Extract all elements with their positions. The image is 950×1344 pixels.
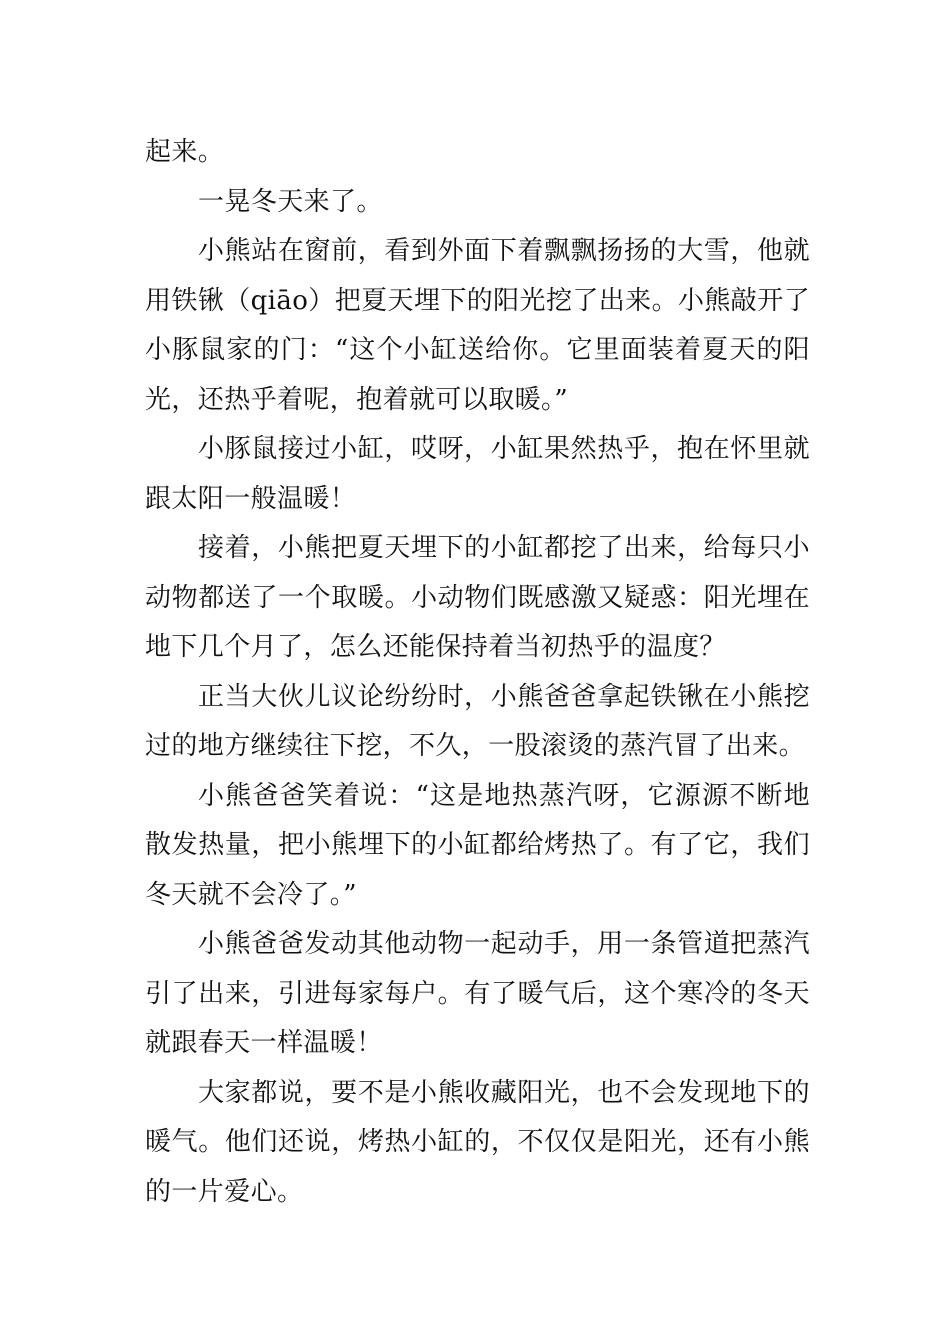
paragraph: 大家都说，要不是小熊收藏阳光，也不会发现地下的暖气。他们还说，烤热小缸的，不仅仅是阳光，还有小熊的一片爱心。 xyxy=(145,1077,810,1207)
paragraph: 接着，小熊把夏天埋下的小缸都挖了出来，给每只小动物都送了一个取暖。小动物们既感激又疑惑：阳光埋在地下几个月了，怎么还能保持着当初热乎的温度？ xyxy=(145,533,810,662)
paragraph: 小熊站在窗前，看到外面下着飘飘扬扬的大雪，他就用铁锹（qiāo）把夏天埋下的阳光挖了出来。小熊敲开了小豚鼠家的门：“这个小缸送给你。它里面装着夏天的阳光，还热乎着呢，抱着就可以取暖。” xyxy=(145,236,810,415)
document-body xyxy=(145,128,810,1217)
paragraph: 小熊爸爸发动其他动物一起动手，用一条管道把蒸汽引了出来，引进每家每户。有了暖气后，这个寒冷的冬天就跟春天一样温暖！ xyxy=(145,929,810,1058)
paragraph-continuation: 起来。 xyxy=(145,137,225,167)
paragraph: 正当大伙儿议论纷纷时，小熊爸爸拿起铁锹在小熊挖过的地方继续往下挖，不久，一股滚烫的蒸汽冒了出来。 xyxy=(145,681,810,761)
paragraph: 一晃冬天来了。 xyxy=(198,186,383,217)
paragraph: 小豚鼠接过小缸，哎呀，小缸果然热乎，抱在怀里就跟太阳一般温暖！ xyxy=(145,434,810,514)
paragraph: 小熊爸爸笑着说：“这是地热蒸汽呀，它源源不断地散发热量，把小熊埋下的小缸都给烤热了。有了它，我们冬天就不会冷了。” xyxy=(145,780,810,910)
